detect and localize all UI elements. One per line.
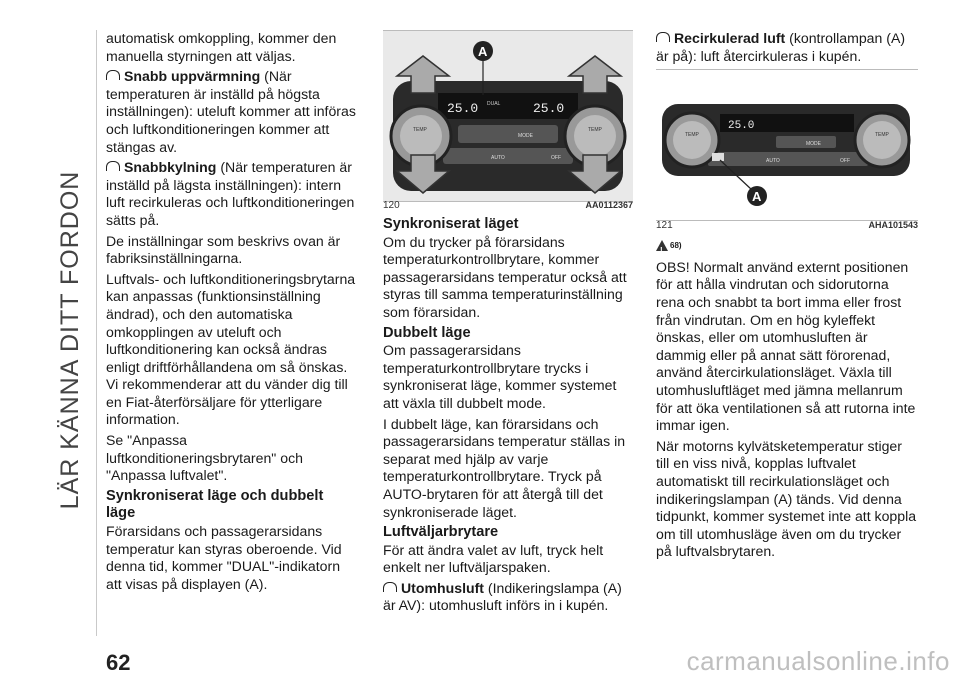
temp-left-display: 25.0 [447, 101, 479, 116]
recirculation-icon [106, 161, 120, 171]
recirculation-icon [656, 32, 670, 42]
paragraph: När motorns kylvätsketemperatur stiger till en viss nivå, kopplas luftvalet automatiskt till recirkulationsläget och indikeringslampan (A) tänds. Vid denna tidpunkt, kommer systemet inte att koppla om till utomhusläge även om du trycker på luftvalsbrytaren. [656, 437, 917, 560]
recirculation-indicator [712, 153, 724, 161]
heading: Luftväljarbrytare [383, 524, 499, 541]
figure-number: 121 [656, 219, 673, 231]
text: (Indikeringslampa (A) är AV): utomhusluft införs in i kupén. [383, 579, 622, 614]
divider [96, 30, 97, 636]
svg-text:A: A [478, 44, 488, 59]
watermark: carmanualsonline.info [686, 646, 950, 676]
column-2 [383, 30, 633, 618]
paragraph-snabb-uppvarmning [106, 68, 356, 156]
paragraph: OBS! Normalt använd externt positionen för att hålla vindrutan och sidorutorna rena och snabbt ta bort imma eller frost från vindrutan. Om en hög kyleffekt önskas, eller om utomhusluften är dammig eller på annat sätt förorenad, använd återcirkulationsläget. Växla till utomhusluftläget med jämna mellanrum för att öka ventilationen så att rutorna inte immar igen. [656, 258, 916, 434]
temp-right-display: 25.0 [533, 101, 565, 116]
climate-panel-illustration [383, 31, 633, 201]
column-3 [656, 30, 918, 564]
dual-indicator: DUAL [487, 101, 501, 107]
svg-text:TEMP: TEMP [875, 132, 889, 139]
paragraph: Förarsidans och passagerarsidans temperatur kan styras oberoende. Vid denna tid, kommer "DUAL"-indikatorn att visas på displayen (A). [106, 523, 342, 592]
text: (kontrollampan (A) är på): luft återcirkuleras i kupén. [656, 30, 906, 64]
term: Recirkulerad luft [674, 30, 786, 46]
figure-120 [383, 30, 633, 212]
figure-121 [656, 69, 918, 231]
paragraph-utomhusluft [383, 580, 633, 615]
svg-text:TEMP: TEMP [413, 127, 427, 133]
figure-code: AHA101543 [868, 219, 918, 230]
warning-reference [656, 237, 682, 255]
page-number: 62 [106, 650, 131, 675]
text: (När temperaturen är inställd på lägsta inställningen): intern luft recirkuleras och luftkonditioneringen sätts på. [106, 159, 355, 228]
paragraph: De inställningar som beskrivs ovan är fabriksinställningarna. [106, 232, 341, 267]
figure-code: AA0112367 [585, 200, 633, 211]
paragraph: Luftvals- och luftkonditioneringsbrytarna kan anpassas (funktionsinställning ändrad), och den automatiska omkopplingen av uteluft och luftkonditionering kan också ändras enligt driftförhållandena om så önskas. Vi rekommenderar att du vänder dig till en Fiat-återförsäljare för ytterligare information. [106, 270, 356, 428]
temp-display: 25.0 [728, 120, 755, 133]
warning-icon [656, 240, 668, 251]
climate-panel-illustration [656, 70, 918, 220]
paragraph-recirkulerad [656, 30, 918, 65]
off-label: OFF [551, 155, 561, 161]
term: Utomhusluft [401, 579, 484, 596]
paragraph: För att ändra valet av luft, tryck helt enkelt ner luftväljarspaken. [383, 541, 604, 576]
heading: Synkroniserat läge och dubbelt läge [106, 487, 324, 522]
paragraph: Om du trycker på förarsidans temperaturkontrollbrytare, kommer passagerarsidans temperatur också att styras till samma temperaturinställning som förarsidan. [383, 233, 627, 320]
svg-text:TEMP: TEMP [588, 127, 602, 133]
term: Snabbkylning [124, 159, 217, 176]
off-label: OFF [840, 158, 850, 165]
outside-air-icon [383, 582, 397, 592]
paragraph: Om passagerarsidans temperaturkontrollbrytare trycks i synkroniserat läge, kommer systemet att växla till dubbelt mode. [383, 342, 617, 411]
term: Snabb uppvärmning [124, 68, 261, 85]
paragraph: Se "Anpassa luftkonditioneringsbrytaren" och "Anpassa luftvalet". [106, 432, 303, 484]
auto-label: AUTO [491, 155, 505, 161]
paragraph-snabbkylning [106, 159, 356, 229]
warning-ref-number: 68) [670, 241, 682, 251]
paragraph: I dubbelt läge, kan förarsidans och passagerarsidans temperatur ställas in separat med hjälp av varje temperaturkontrollbrytare. Tryck på AUTO-brytaren för att återgå till det synkroniserade läget. [383, 415, 626, 520]
section-title: LÄR KÄNNA DITT FORDON [56, 170, 84, 510]
svg-text:TEMP: TEMP [685, 132, 699, 139]
column-1 [106, 30, 356, 596]
auto-label: AUTO [766, 158, 780, 165]
mode-label: MODE [518, 133, 533, 139]
recirculation-icon [106, 70, 120, 80]
heading: Synkroniserat läget [383, 216, 519, 232]
mode-label: MODE [806, 141, 821, 148]
figure-number: 120 [383, 200, 400, 212]
heading: Dubbelt läge [383, 324, 471, 341]
svg-text:A: A [752, 189, 762, 205]
paragraph: automatisk omkoppling, kommer den manuella styrningen att väljas. [106, 30, 337, 64]
text: (När temperaturen är inställd på högsta inställningen): uteluft kommer att införas och luftkonditioneringen kommer att stängas av. [106, 68, 356, 155]
